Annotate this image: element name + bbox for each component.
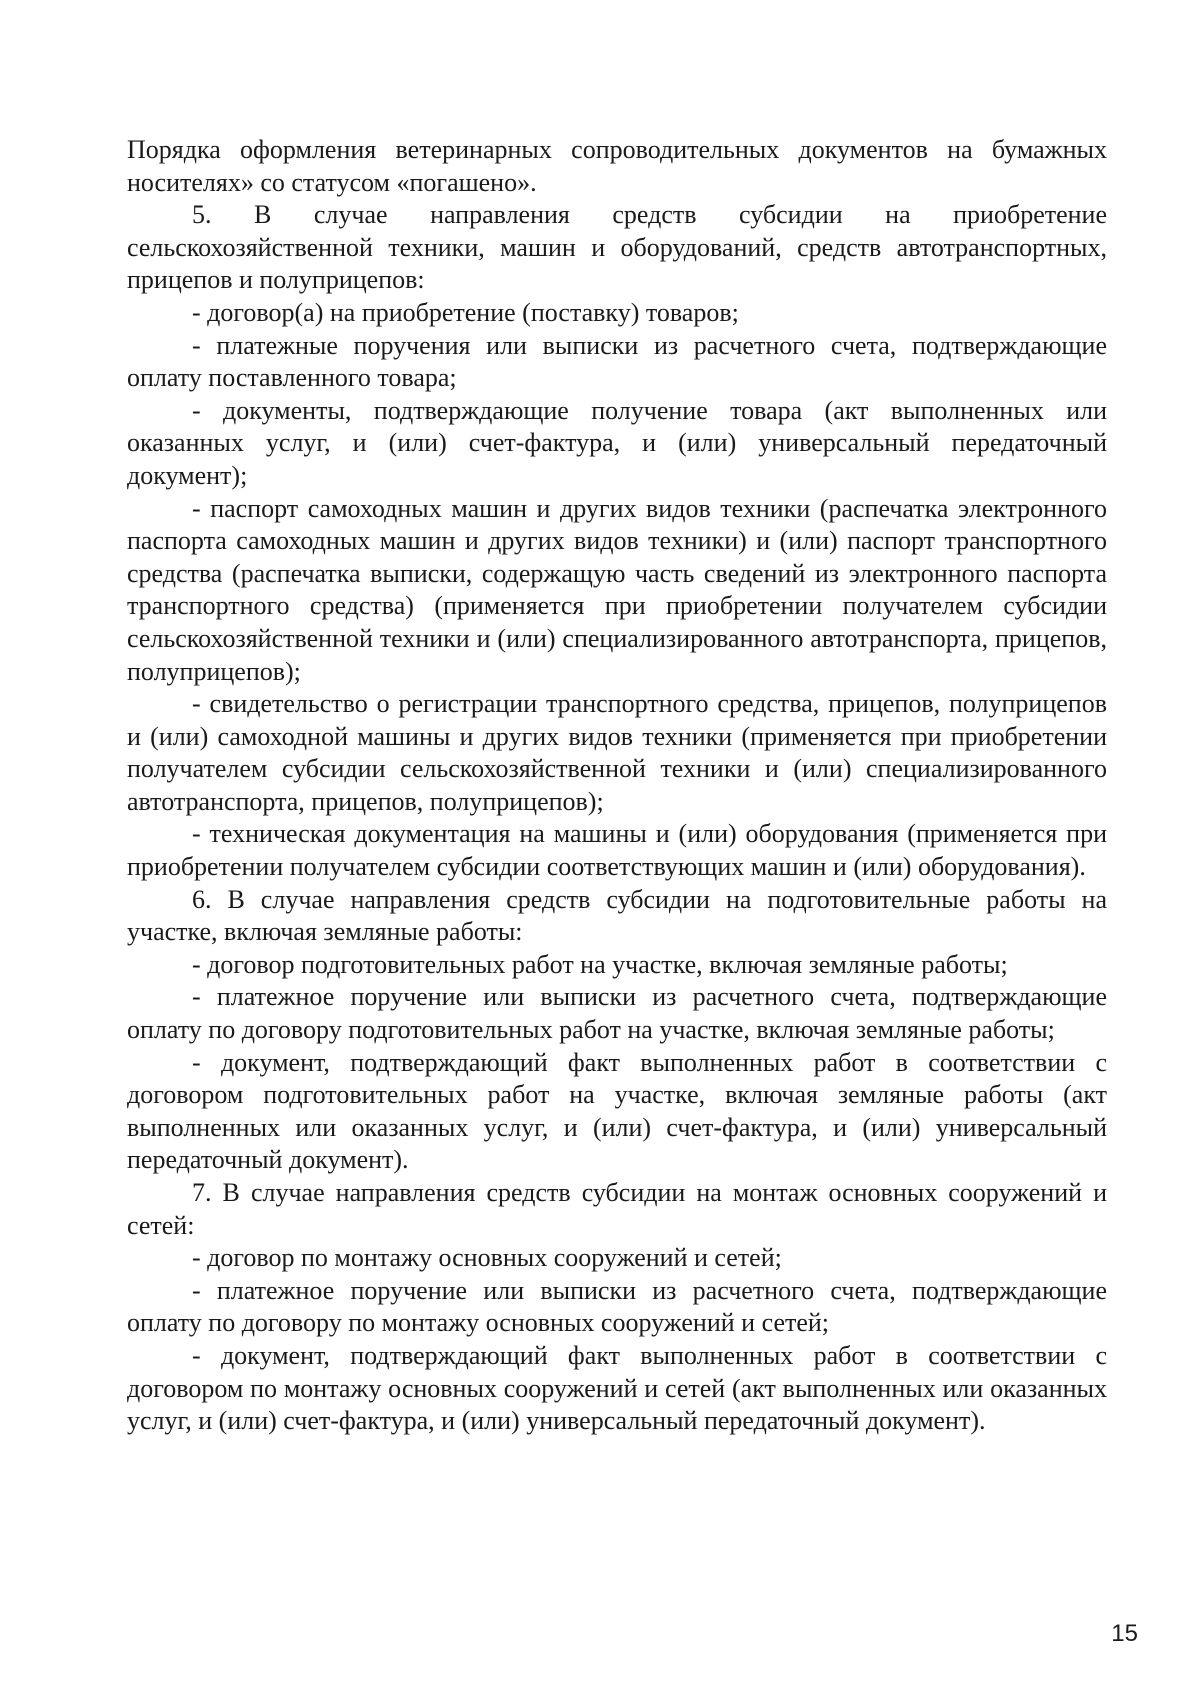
list-item-preparatory-act: - документ, подтверждающий факт выполненных работ в соответствии с договором подготовительных работ на участке, включая земляные работы (акт выполненных или оказанных услуг, и (или) счет-фактура, и (или) универсальный передаточный документ).	[127, 1047, 1107, 1175]
paragraph-item-6: 6. В случае направления средств субсидии на подготовительные работы на участке, включая земляные работы:	[127, 884, 1107, 947]
paragraph-item-5: 5. В случае направления средств субсидии на приобретение сельскохозяйственной техники, машин и оборудований, средств автотранспортных, прицепов и полуприцепов:	[127, 200, 1107, 295]
list-item-registration-certificate: - свидетельство о регистрации транспортного средства, прицепов, полуприцепов и (или) самоходной машины и других видов техники (применяется при приобретении получателем субсидии сельскохозяйственной техники и (или) специализированного автотранспорта, прицепов, полуприцепов);	[127, 689, 1107, 816]
document-body	[127, 134, 1107, 1438]
paragraph-item-7: 7. В случае направления средств субсидии на монтаж основных сооружений и сетей:	[127, 1178, 1107, 1240]
list-item-installation-payment: - платежное поручение или выписки из расчетного счета, подтверждающие оплату по договору по монтажу основных сооружений и сетей;	[127, 1275, 1107, 1338]
list-item-machine-passport: - паспорт самоходных машин и других видов техники (распечатка электронного паспорта самоходных машин и других видов техники) и (или) паспорт транспортного средства (распечатка выписки, содержащую часть сведений из электронного паспорта транспортного средства) (применяется при приобретении получателем субсидии сельскохозяйственной техники и (или) специализированного автотранспорта, прицепов, полуприцепов);	[127, 493, 1107, 686]
paragraph-continuation: Порядка оформления ветеринарных сопроводительных документов на бумажных носителях» со статусом «погашено».	[127, 135, 1107, 197]
list-item-payment-orders: - платежные поручения или выписки из расчетного счета, подтверждающие оплату поставленного товара;	[127, 330, 1107, 393]
list-item-preparatory-payment: - платежное поручение или выписки из расчетного счета, подтверждающие оплату по договору подготовительных работ на участке, включая земляные работы;	[127, 982, 1107, 1045]
list-item-receipt-documents: - документы, подтверждающие получение товара (акт выполненных или оказанных услуг, и (или) счет-фактура, и (или) универсальный передаточный документ);	[127, 395, 1107, 490]
page-number: 15	[1111, 1620, 1138, 1647]
list-item-preparatory-contract: - договор подготовительных работ на участке, включая земляные работы;	[192, 949, 1008, 979]
list-item-installation-act: - документ, подтверждающий факт выполненных работ в соответствии с договором по монтажу основных сооружений и сетей (акт выполненных или оказанных услуг, и (или) счет-фактура, и (или) универсальный передаточный документ).	[127, 1340, 1107, 1436]
list-item-technical-documentation: - техническая документация на машины и (или) оборудования (применяется при приобретении получателем субсидии соответствующих машин и (или) оборудования).	[127, 819, 1107, 882]
list-item-installation-contract: - договор по монтажу основных сооружений и сетей;	[192, 1243, 782, 1273]
list-item-contract-goods: - договор(а) на приобретение (поставку) товаров;	[192, 297, 739, 327]
